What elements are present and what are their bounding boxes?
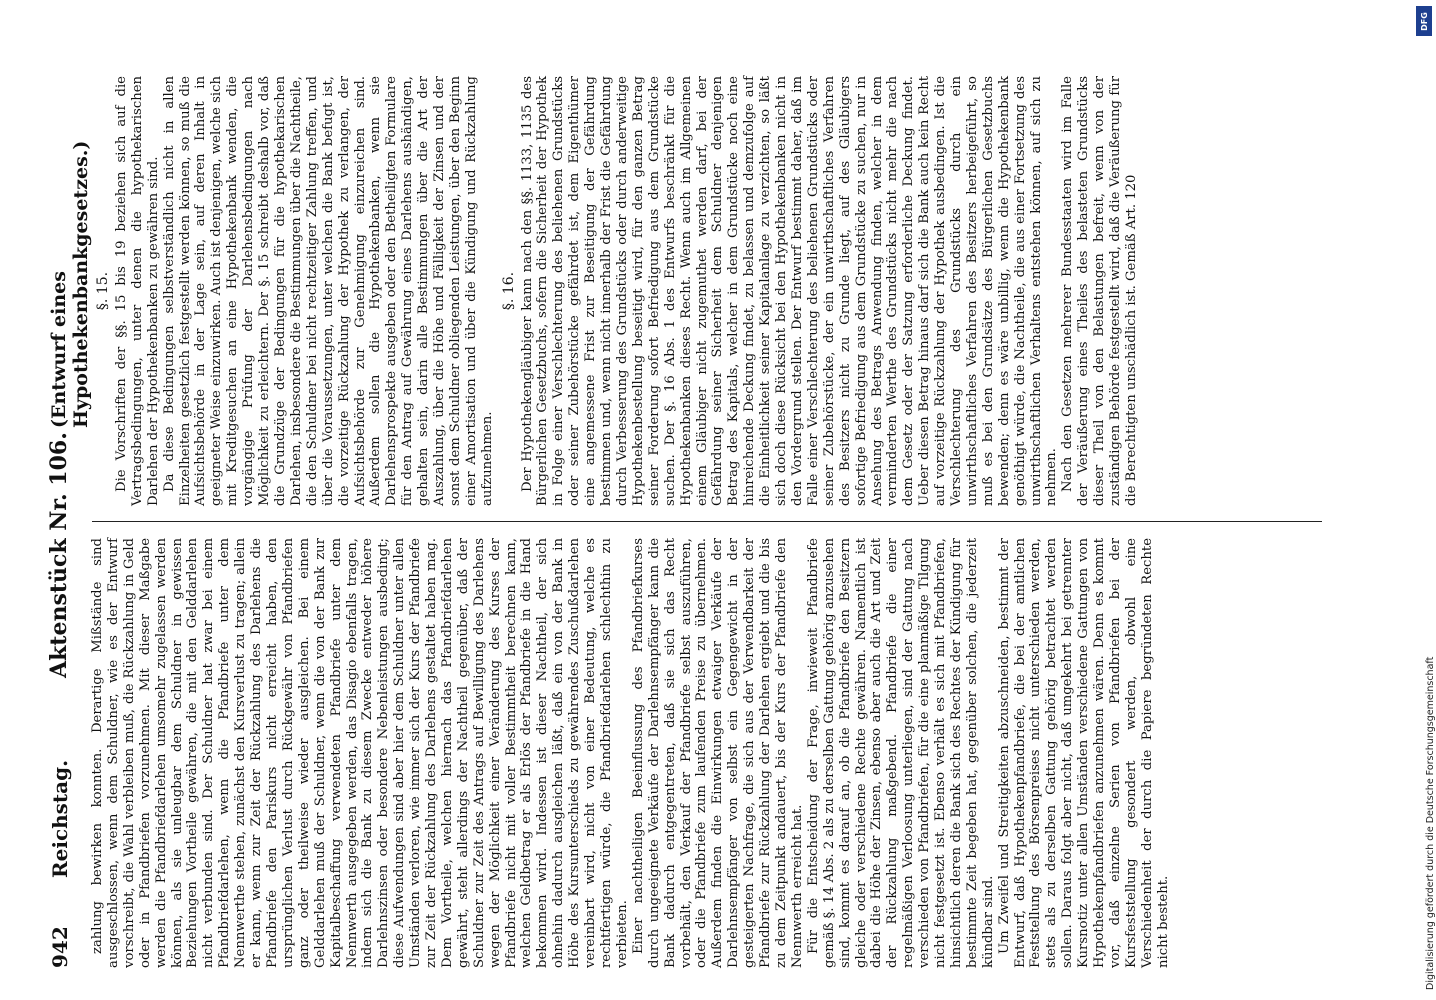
page-number: 942 bbox=[48, 926, 72, 968]
digitization-credit: Digitalisierung gefördert durch die Deutsche Forschungsgemeinschaft bbox=[1425, 656, 1436, 990]
paragraph: Der Hypothekengläubiger kann nach den §§. 1133, 1135 des Bürgerlichen Gesetzbuchs, sofern die Sicherheit der Hypothek in Folge einer Verschlechterung des beliehenen Grundstücks oder seiner Zubehörstücke gefährdet ist, dem Eigenthümer eine angemessene Frist zur Beseitigung der Gefährdung bestimmen und, wenn nicht innerhalb der Frist die Gefährdung durch Verbesserung des Grundstücks oder durch anderweitige Hypothekenbestellung beseitigt wird, für den ganzen Betrag seiner Forderung sofort Befriedigung aus dem Grundstücke suchen. Der §. 16 Abs. 1 des Entwurfs beschränkt für die Hypothekenbanken dieses Recht. Wenn auch im Allgemeinen einem Gläubiger nicht zugemuthet werden darf, bei der Gefährdung seiner Sicherheit dem Schuldner denjenigen Betrag des Kapitals, welcher in dem Grundstücke noch eine hinreichende Deckung findet, zu belassen und demzufolge auf die Einheitlichkeit seiner Kapitalanlage zu verzichten, so läßt sich doch diese Rücksicht bei den Hypothekenbanken nicht in den Vordergrund stellen. Der Entwurf bestimmt daher, daß im Falle einer Verschlechterung des beliehenen Grundstücks oder seiner Zubehörstücke, der ein unwirthschaftliches Verfahren des Besitzers nicht zu Grunde liegt, auf des Gläubigers sofortige Befriedigung aus dem Grundstücke zu suchen, nur in Ansehung des Betrags Anwendung finden, welcher in dem verminderten Werthe des Grundstücks nicht mehr die nach dem Gesetz oder der Satzung erforderliche Deckung findet. Ueber diesen Betrag hinaus darf sich die Bank auch kein Recht auf vorzeitige Rückzahlung der Hypothek ausbedingen. Ist die Verschlechterung des Grundstücks durch ein unwirthschaftliches Verfahren des Besitzers herbeigeführt, so muß es bei den Grundsätze des Bürgerlichen Gesetzbuchs bewenden; denn es wäre unbillig, wenn die Hypothekenbank genöthigt würde, die Nachtheile, die aus einer Fortsetzung des unwirthschaftlichen Verhaltens entstehen können, auf sich zu nehmen. bbox=[519, 76, 1060, 506]
header-middle-title: Aktenstück Nr. 106. bbox=[46, 432, 72, 678]
dfg-logo-text: DFG bbox=[1419, 11, 1429, 31]
paragraph: Die Vorschriften der §§. 15 bis 19 beziehen sich auf die Vertragsbedingungen, unter denen die hypothekarischen Darlehen der Hypothekenbanken zu gewähren sind. bbox=[113, 76, 161, 506]
header-left-title: Reichstag. bbox=[48, 759, 72, 878]
header-right-title: (Entwurf eines Hypothekenbankgesetzes.) bbox=[48, 140, 92, 428]
right-column bbox=[90, 76, 1330, 506]
dfg-logo bbox=[1416, 6, 1432, 36]
rotated-content bbox=[42, 28, 1397, 968]
paragraph: zahlung bewirken konnten. Derartige Mißstände sind ausgeschlossen, wenn dem Schuldner, wie es der Entwurf vorschreibt, die Wahl verbleiben muß, die Rückzahlung in Geld oder in Pfandbriefen vorzunehmen. Mit dieser Maßgabe werden die Pfandbriefdarlehen umsomehr zugelassen werden können, als sie unleugbar dem Schuldner in gewissen Beziehungen Vortheile gewähren, die mit den Gelddarlehen nicht verbunden sind. Der Schuldner hat zwar bei einem Pfandbriefdarlehen, wenn die Pfandbriefe unter dem Nennwerthe stehen, zunächst den Kursverlust zu tragen; allein er kann, wenn zur Zeit der Rückzahlung des Darlehens die Pfandbriefe den Pariskurs nicht erreicht haben, den ursprünglichen Verlust durch Rückgewähr von Pfandbriefen ganz oder theilweise wieder ausgleichen. Bei einem Gelddarlehen muß der Schuldner, wenn die von der Bank zur Kapitalbeschaffung verwendeten Pfandbriefe unter dem Nennwerth ausgegeben werden, das Disagio ebenfalls tragen, indem sich die Bank zu diesem Zwecke entweder höhere Darlehnszinsen oder besondere Nebenleistungen ausbedingt; diese Aufwendungen sind aber hier dem Schuldner unter allen Umständen verloren, wie immer sich der Kurs der Pfandbriefe zur Zeit der Rückzahlung des Darlehens gestaltet haben mag. Dem Vortheile, welchen hiernach das Pfandbriefdarlehen gewährt, steht allerdings der Nachtheil gegenüber, daß der Schuldner zur Zeit des Antrags auf Bewilligung des Darlehens wegen der Möglichkeit einer Veränderung des Kurses der Pfandbriefe nicht mit voller Bestimmtheit berechnen kann, welchen Geldbetrag er als Erlös der Pfandbriefe in die Hand bekommen wird. Indessen ist dieser Nachtheil, der sich ohnehin dadurch ausgleichen läßt, daß ein von der Bank in Höhe des Kursunterschieds zu gewährendes Zuschußdarlehen vereinbart wird, nicht von einer Bedeutung, welche es rechtfertigen würde, die Pfandbriefdarlehen schlechthin zu verbieten. bbox=[90, 538, 630, 968]
section-heading-15: §. 15. bbox=[95, 271, 111, 311]
paragraph: Nach den Gesetzen mehrerer Bundesstaaten wird im Falle der Veräußerung eines Theiles des belasteten Grundstücks dieser Theil von den Belastungen befreit, wenn von der zuständigen Behörde festgestellt wird, daß die Veräußerung für die Berechtigten unschädlich ist. Gemäß Art. 120 bbox=[1060, 76, 1139, 506]
paragraph: Um Zweifel und Streitigkeiten abzuschneiden, bestimmt der Entwurf, daß Hypothekenpfandbriefe, die bei der amtlichen Feststellung des Börsenpreises nicht unterschieden werden, stets als zu derselben Gattung gehörig betrachtet werden sollen. Daraus folgt aber nicht, daß umgekehrt bei getrennter Kursnotiz unter allen Umständen verschiedene Gattungen von Hypothekenpfandbriefen anzunehmen wären. Denn es kommt vor, daß einzelne Serien von Pfandbriefen bei der Kursfeststellung gesondert werden, obwohl eine Verschiedenheit der durch die Papiere begründeten Rechte nicht besteht. bbox=[996, 538, 1171, 968]
paragraph: Da diese Bedingungen selbstverständlich nicht in allen Einzelheiten gesetzlich festgestellt werden können, so muß die Aufsichtsbehörde in der Lage sein, auf deren Inhalt in geeigneter Weise einzuwirken. Auch ist denjenigen, welche sich mit Kreditgesuchen an eine Hypothekenbank wenden, die vorgängige Prüfung der Darlehensbedingungen nach Möglichkeit zu erleichtern. Der §. 15 schreibt deshalb vor, daß die Grundzüge der Bedingungen für die hypothekarischen Darlehen, insbesondere die Bestimmungen über die Nachtheile, die den Schuldner bei nicht rechtzeitiger Zahlung treffen, und über die Voraussetzungen, unter welchen die Bank befugt ist, die vorzeitige Rückzahlung der Hypothek zu verlangen, der Aufsichtsbehörde zur Genehmigung einzureichen sind. Außerdem sollen die Hypothekenbanken, wenn sie Darlehensprospekte ausgeben oder den Betheiligten Formulare für den Antrag auf Gewährung eines Darlehens aushändigen, gehalten sein, darin alle Bestimmungen über die Art der Auszahlung, über die Höhe und Fälligkeit der Zinsen und der sonst dem Schuldner obliegenden Leistungen, über den Beginn einer Amortisation und über die Kündigung und Rückzahlung aufzunehmen. bbox=[161, 76, 495, 506]
paragraph: Für die Entscheidung der Frage, inwieweit Pfandbriefe gemäß §. 14 Abs. 2 als zu derselben Gattung gehörig anzusehen sind, kommt es darauf an, ob die Pfandbriefe den Besitzern gleiche oder verschiedene Rechte gewähren. Namentlich ist dabei die Höhe der Zinsen, ebenso aber auch die Art und Zeit der Rückzahlung maßgebend. Pfandbriefe die einer regelmäßigen Verloosung unterliegen, sind der Gattung nach verschieden von Pfandbriefen, für die eine planmäßige Tilgung nicht festgesetzt ist. Ebenso verhält es sich mit Pfandbriefen, hinsichtlich deren die Bank sich des Rechtes der Kündigung für bestimmte Zeit begeben hat, gegenüber solchen, die jederzeit kündbar sind. bbox=[805, 538, 996, 968]
left-column bbox=[90, 538, 1330, 968]
page-header bbox=[42, 28, 92, 968]
section-heading-16: §. 16. bbox=[500, 271, 517, 311]
paragraph: Einer nachtheiligen Beeinflussung des Pfandbriefkurses durch ungeeignete Verkäufe der Darlehnsempfänger kann die Bank dadurch entgegentreten, daß sie sich das Recht vorbehält, den Verkauf der Pfandbriefe selbst auszuführen, oder die Pfandbriefe zum laufenden Preise zu übernehmen. Außerdem finden die Einwirkungen etwaiger Verkäufe der Darlehnsempfänger von selbst ein Gegengewicht in der gesteigerten Nachfrage, die sich aus der Verwendbarkeit der Pfandbriefe zur Rückzahlung der Darlehen ergiebt und die bis zu dem Zeitpunkt andauert, bis der Kurs der Pfandbriefe den Nennwerth erreicht hat. bbox=[630, 538, 805, 968]
column-divider bbox=[92, 521, 1322, 522]
